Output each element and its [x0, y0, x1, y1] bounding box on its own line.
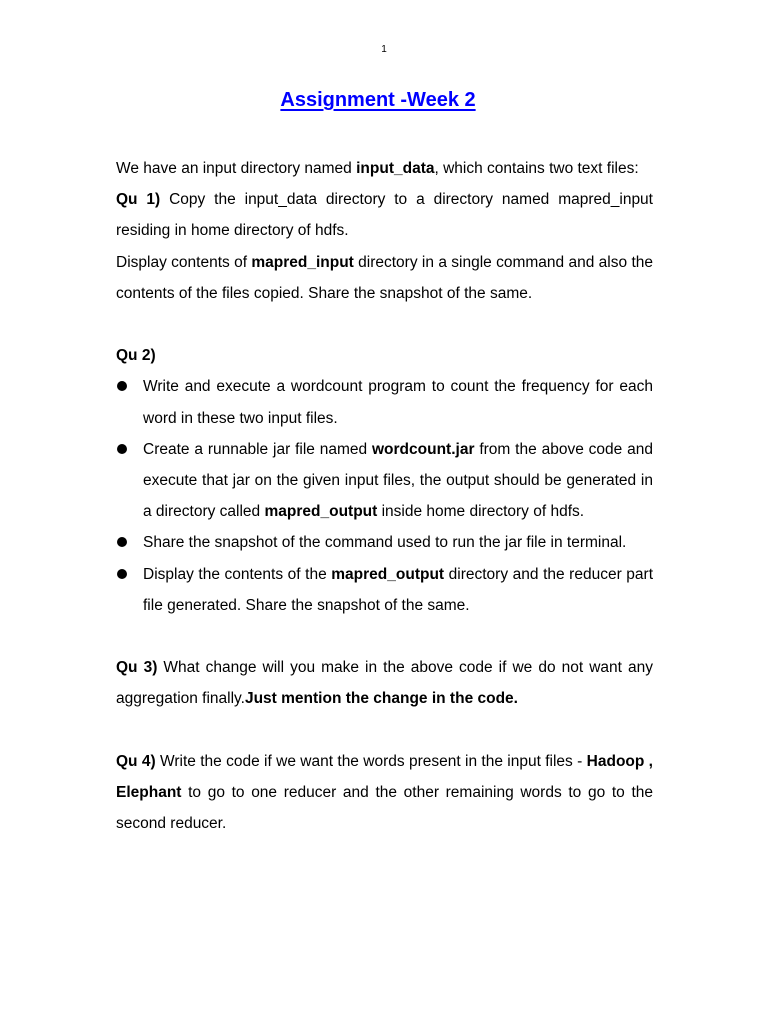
q2-b1-text: Write and execute a wordcount program to count the frequency for each word in these two input files. [143, 378, 653, 427]
bullet-dot-icon [117, 381, 127, 391]
q3-bold-instruction: Just mention the change in the code. [244, 690, 518, 708]
q2-heading [116, 340, 653, 371]
spacer [116, 621, 653, 652]
list-item [116, 434, 653, 528]
intro-paragraph [116, 153, 653, 184]
bullet-dot-icon [117, 444, 127, 454]
list-item [116, 371, 653, 433]
page-number: 1 [381, 44, 387, 55]
q2-b3-text: Share the snapshot of the command used to run the jar file in terminal. [143, 534, 627, 552]
bullet-dot-icon [117, 537, 127, 547]
q2-b4-text-2: directory and the reducer part file generated. Share the snapshot of the same. [143, 565, 654, 614]
q2-label: Qu 2) [116, 347, 156, 365]
spacer [116, 309, 653, 340]
q4-text-2: to go to one reducer and the other remaining words to go to the second reducer. [116, 784, 653, 833]
q4-text-1: Write the code if we want the words present in the input files - [155, 752, 587, 770]
q2-b2-bold-mapred-output: mapred_output [264, 503, 378, 521]
q2-b2-bold-wordcount-jar: wordcount.jar [372, 440, 475, 458]
document-body [116, 153, 653, 839]
q4-label: Qu 4) [116, 752, 156, 770]
spacer [116, 715, 653, 746]
q3-text: What change will you make in the above code if we do not want any aggregation finally. [116, 659, 653, 708]
q4-paragraph [116, 746, 653, 840]
list-item [116, 559, 653, 621]
q1-display-text-2: directory in a single command and also the contents of the files copied. Share the snapshot of the same. [116, 253, 653, 302]
q1-display-text-1: Display contents of [116, 253, 252, 271]
q2-b4-bold-mapred-output: mapred_output [331, 565, 445, 583]
q3-label: Qu 3) [116, 659, 158, 677]
list-item [116, 527, 653, 558]
q1-text: Copy the input_data directory to a directory named mapred_input residing in home directory of hdfs. [116, 191, 653, 240]
q2-b4-text-1: Display the contents of the [143, 565, 332, 583]
q1-display-paragraph [116, 247, 653, 309]
q1-paragraph [116, 184, 653, 246]
intro-text-1: We have an input directory named [116, 160, 357, 177]
q2-b2-text-1: Create a runnable jar file named [143, 440, 372, 458]
page-title: Assignment -Week 2 [280, 89, 476, 111]
q3-paragraph [116, 652, 653, 714]
q2-b2-text-2: from the above code and execute that jar on the given input files, the output should be generated in a directory called [143, 440, 653, 521]
q2-bullet-list [116, 371, 653, 621]
q2-b2-text-3: inside home directory of hdfs. [377, 503, 585, 521]
q4-bold-words: Hadoop , Elephant [116, 752, 653, 802]
intro-text-2: , which contains two text files: [434, 160, 639, 177]
q1-bold-mapred-input: mapred_input [251, 253, 354, 271]
intro-bold-input-data: input_data [356, 160, 435, 177]
q1-label: Qu 1) [116, 191, 161, 209]
bullet-dot-icon [117, 569, 127, 579]
